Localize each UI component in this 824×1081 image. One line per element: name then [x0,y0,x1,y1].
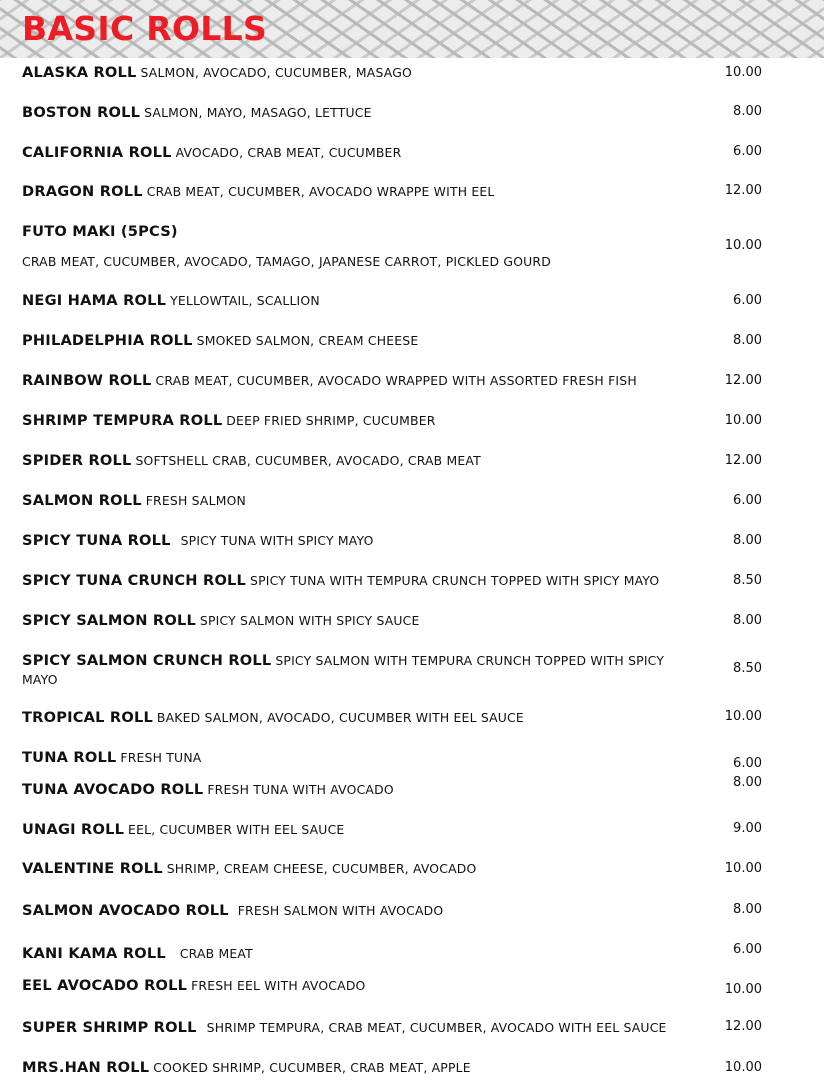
item-name: DRAGON ROLL [22,183,143,200]
item-price: 8.00 [733,613,762,628]
menu-item [22,976,702,995]
item-price: 8.00 [733,104,762,119]
item-name: PHILADELPHIA ROLL [22,332,193,349]
menu-item [22,491,702,510]
item-price: 6.00 [733,756,762,771]
item-price: 12.00 [724,373,762,388]
item-price: 8.00 [733,533,762,548]
item-price: 9.00 [733,821,762,836]
item-description: CRAB MEAT, CUCUMBER, AVOCADO WRAPPED WITH ASSORTED FRESH FISH [155,373,637,388]
item-name: TROPICAL ROLL [22,709,153,726]
item-name: SPICY SALMON ROLL [22,612,196,629]
menu-item [22,331,702,350]
item-name: SALMON AVOCADO ROLL [22,902,229,919]
item-description: FRESH SALMON [145,493,247,508]
menu-item [22,748,702,767]
item-description: SPICY TUNA WITH TEMPURA CRUNCH TOPPED WITH SPICY MAYO [250,573,660,588]
item-price: 12.00 [724,453,762,468]
item-description: SHRIMP, CREAM CHEESE, CUCUMBER, AVOCADO [166,861,477,876]
item-name: UNAGI ROLL [22,821,125,838]
item-name: VALENTINE ROLL [22,860,163,877]
item-price: 6.00 [733,942,762,957]
menu-item [22,411,702,430]
item-price: 8.50 [733,573,762,588]
item-description: SOFTSHELL CRAB, CUCUMBER, AVOCADO, CRAB MEAT [135,453,481,468]
item-price: 8.50 [733,661,762,676]
item-price: 10.00 [724,238,762,253]
item-price: 8.00 [733,902,762,917]
item-name: TUNA ROLL [22,749,117,766]
item-price: 10.00 [724,709,762,724]
item-price: 8.00 [733,333,762,348]
item-name: KANI KAMA ROLL [22,945,166,962]
menu-item [22,63,702,82]
item-description: FRESH SALMON WITH AVOCADO [237,903,444,918]
menu-item [22,944,702,963]
item-description: AVOCADO, CRAB MEAT, CUCUMBER [175,145,402,160]
item-description: SALMON, AVOCADO, CUCUMBER, MASAGO [140,65,412,80]
item-description: FRESH TUNA WITH AVOCADO [207,782,394,797]
item-name: SPICY TUNA ROLL [22,532,171,549]
item-price: 6.00 [733,144,762,159]
item-description: SMOKED SALMON, CREAM CHEESE [196,333,419,348]
item-price: 6.00 [733,493,762,508]
item-price: 10.00 [724,65,762,80]
item-description: YELLOWTAIL, SCALLION [170,293,320,308]
menu-item [22,103,702,122]
item-name: SPIDER ROLL [22,452,132,469]
menu-item [22,222,702,271]
menu-item [22,708,702,727]
item-price: 8.00 [733,775,762,790]
item-name: SHRIMP TEMPURA ROLL [22,412,223,429]
item-name: CALIFORNIA ROLL [22,144,172,161]
item-description: SALMON, MAYO, MASAGO, LETTUCE [144,105,372,120]
item-price: 6.00 [733,293,762,308]
item-description: SHRIMP TEMPURA, CRAB MEAT, CUCUMBER, AVOCADO WITH EEL SAUCE [206,1020,667,1035]
item-name: EEL AVOCADO ROLL [22,977,188,994]
menu-item [22,182,702,201]
menu-item [22,651,682,689]
item-name: NEGI HAMA ROLL [22,292,167,309]
item-description: SPICY SALMON WITH TEMPURA CRUNCH TOPPED WITH SPICY MAYO [22,653,665,687]
item-price: 10.00 [724,413,762,428]
item-description: DEEP FRIED SHRIMP, CUCUMBER [226,413,436,428]
item-description: FRESH EEL WITH AVOCADO [191,978,366,993]
menu-item [22,901,702,920]
menu-item [22,859,702,878]
menu-item [22,611,702,630]
item-description: COOKED SHRIMP, CUCUMBER, CRAB MEAT, APPLE [153,1060,471,1075]
menu-item [22,1058,702,1077]
item-name: ALASKA ROLL [22,64,137,81]
item-name: RAINBOW ROLL [22,372,152,389]
item-description: CRAB MEAT, CUCUMBER, AVOCADO, TAMAGO, JAPANESE CARROT, PICKLED GOURD [22,254,551,269]
item-name: SPICY TUNA CRUNCH ROLL [22,572,247,589]
item-description: CRAB MEAT [179,946,253,961]
item-name: BOSTON ROLL [22,104,141,121]
menu-item [22,780,702,799]
item-price: 10.00 [724,861,762,876]
menu-item [22,371,702,390]
menu-item [22,143,702,162]
menu-item [22,820,702,839]
page-title: BASIC ROLLS [22,9,268,48]
item-name: TUNA AVOCADO ROLL [22,781,204,798]
item-price: 12.00 [724,183,762,198]
item-name: FUTO MAKI (5PCS) [22,223,178,240]
item-description: BAKED SALMON, AVOCADO, CUCUMBER WITH EEL SAUCE [156,710,524,725]
item-description: SPICY SALMON WITH SPICY SAUCE [199,613,420,628]
menu-item [22,451,702,470]
item-price: 12.00 [724,1019,762,1034]
menu-item [22,1018,702,1037]
item-description: CRAB MEAT, CUCUMBER, AVOCADO WRAPPE WITH EEL [146,184,495,199]
item-description: SPICY TUNA WITH SPICY MAYO [180,533,374,548]
item-name: SALMON ROLL [22,492,142,509]
item-name: SUPER SHRIMP ROLL [22,1019,197,1036]
menu-item [22,571,702,590]
item-description: FRESH TUNA [120,750,202,765]
item-price: 10.00 [724,982,762,997]
item-name: MRS.HAN ROLL [22,1059,150,1076]
item-description: EEL, CUCUMBER WITH EEL SAUCE [128,822,345,837]
item-price: 10.00 [724,1060,762,1075]
menu-item [22,291,702,310]
item-name: SPICY SALMON CRUNCH ROLL [22,652,272,669]
menu-item [22,531,702,550]
